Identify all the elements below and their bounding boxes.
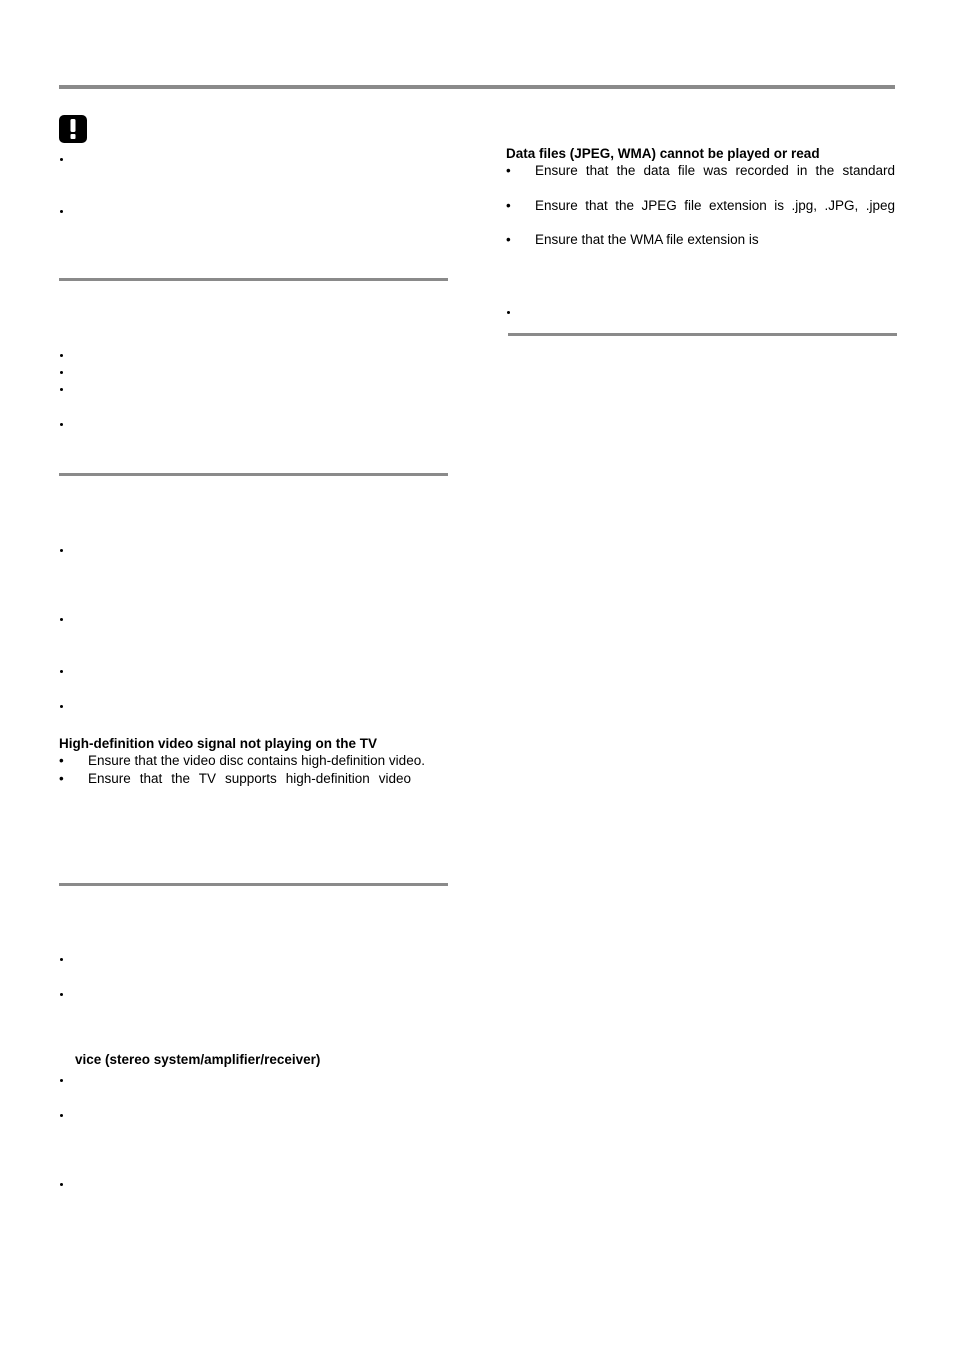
bullet-marker (58, 1071, 64, 1085)
data-bullet-text-2: Ensure that the JPEG file extension is .jpg, .JPG, .jpeg (535, 198, 895, 213)
bullet-marker (58, 363, 64, 377)
bullet-marker (58, 541, 64, 555)
bullet-marker (58, 1175, 64, 1189)
bullet-marker (58, 202, 64, 216)
bullet-marker: • (59, 753, 64, 768)
data-bullet-text-3: Ensure that the WMA file extension is (535, 232, 759, 247)
bullet-marker (58, 662, 64, 676)
bullet-marker (58, 1106, 64, 1120)
bullet-marker: • (506, 232, 511, 247)
hd-bullet-text-1: Ensure that the video disc contains high-definition video. (88, 753, 425, 768)
bullet-marker (58, 950, 64, 964)
bullet-marker: • (506, 198, 511, 213)
bullet-marker (58, 150, 64, 164)
section-divider (508, 333, 897, 336)
exclamation-icon (59, 115, 87, 143)
audio-device-heading: vice (stereo system/amplifier/receiver) (75, 1052, 321, 1067)
bullet-marker (58, 985, 64, 999)
top-divider (59, 85, 895, 89)
bullet-marker: • (506, 163, 511, 178)
data-bullet-text-1: Ensure that the data file was recorded in the standard (535, 163, 895, 178)
section-divider (59, 278, 448, 281)
bullet-marker (505, 303, 511, 317)
bullet-marker: • (59, 771, 64, 786)
bullet-marker (58, 610, 64, 624)
bullet-marker (58, 380, 64, 394)
hd-video-heading: High-definition video signal not playing on the TV (59, 736, 377, 751)
section-divider (59, 473, 448, 476)
bullet-marker (58, 346, 64, 360)
bullet-marker (58, 415, 64, 429)
hd-bullet-text-2: Ensure that the TV supports high-definition video (88, 771, 411, 786)
data-files-heading: Data files (JPEG, WMA) cannot be played or read (506, 146, 820, 161)
bullet-marker (58, 697, 64, 711)
section-divider (59, 883, 448, 886)
